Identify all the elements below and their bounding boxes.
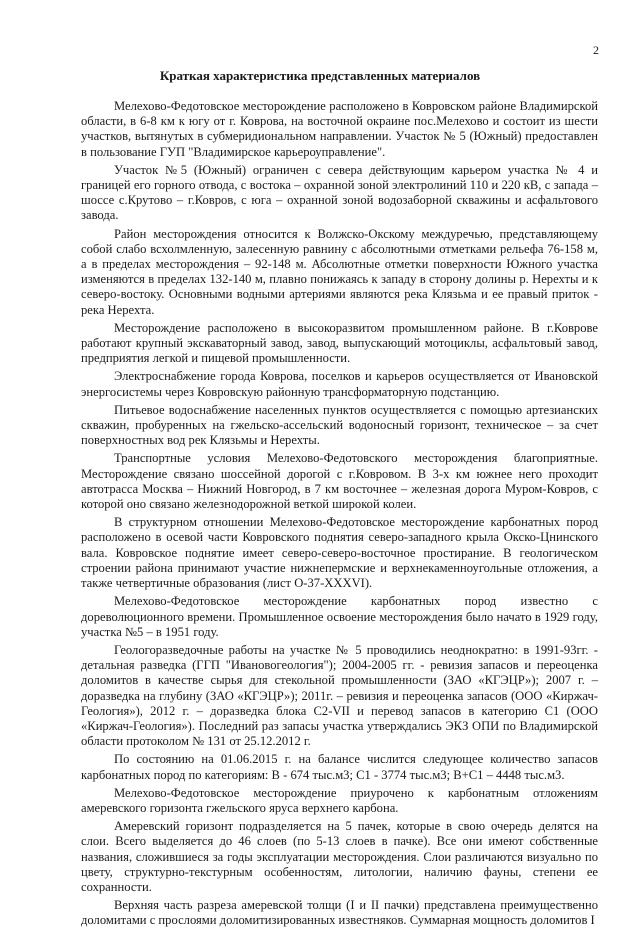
document-title: Краткая характеристика представленных материалов [159,68,481,83]
paragraph: Участок №5 (Южный) ограничен с севера действующим карьером участка № 4 и границей его горного отвода, с востока – охранной зоной электролиний 110 и 220 кВ, с запада – шоссе с.Крутово – г.Ковров, с юга – охранной зоной водозаборной скважины и асфальтового завода. [81,162,598,223]
paragraph: По состоянию на 01.06.2015 г. на балансе числится следующее количество запасов карбонатных пород по категориям: В - 674 тыс.м3; С1 - 3774 тыс.м3; В+С1 – 4448 тыс.м3. [81,752,598,782]
paragraph: Амеревский горизонт подразделяется на 5 пачек, которые в свою очередь делятся на слои. Всего выделяется до 46 слоев (по 5-13 слоев в пачке). Все они имеют собственные названия, сложившиеся за годы эксплуатации месторождения. Слои различаются визуально по цвету, структурно-текстурным особенностям, литологии, наличию фауны, степени ее сохранности. [81,819,598,894]
paragraph: Район месторождения относится к Волжско-Окскому междуречью, представляющему собой слабо всхолмленную, залесенную равнину с абсолютными отметками рельефа 76-158 м, а в пределах месторождения – 92-148 м. Абсолютные отметки поверхности Южного участка изменяются в пределах 132-140 м, плавно понижаясь к западу в сторону долины р. Нерехты и к северо-востоку. Основными водными артериями являются река Клязьма и ее правый приток - река Нерехта. [81,226,598,317]
paragraph: Геологоразведочные работы на участке № 5 проводились неоднократно: в 1991-93гг. - детальная разведка (ГГП "Ивановогеология"); 2004-2005 гг. - ревизия запасов и переоценка доломитов в качестве сырья для стекольной промышленности (ЗАО «КГЭЦР»); 2007 г. – доразведка на глубину (ЗАО «КГЭЦР»); 2011г. – ревизия и переоценка запасов (ООО «Киржач-Геология»), 2012 г. – доразведка блока С2-VII и перевод запасов в категорию С1 (ООО «Киржач-Геология»). Последний раз запасы участка утверждались ЭКЗ ОПИ по Владимирской области протоколом № 131 от 25.12.2012 г. [81,642,598,749]
paragraph: Электроснабжение города Коврова, поселков и карьеров осуществляется от Ивановской энергосистемы через Ковровскую районную трансформаторную подстанцию. [81,369,598,399]
paragraph: Питьевое водоснабжение населенных пунктов осуществляется с помощью артезианских скважин, пробуренных на гжельско-ассельский водоносный горизонт, техническое – за счет поверхностных вод рек Клязьмы и Нерехты. [81,402,598,448]
paragraph: Месторождение расположено в высокоразвитом промышленном районе. В г.Коврове работают крупный экскаваторный завод, завод, выпускающий мотоциклы, асфальтовый завод, предприятия легкой и пищевой промышленности. [81,320,598,366]
paragraph: Мелехово-Федотовское месторождение карбонатных пород известно с дореволюционного времени. Промышленное освоение месторождения было начато в 1929 году, участка №5 – в 1951 году. [81,594,598,639]
paragraph: Верхняя часть разреза амеревской толщи (I и II пачки) представлена преимущественно доломитами с прослоями доломитизированных известняков. Суммарная мощность доломитов I [81,898,598,928]
paragraph: В структурном отношении Мелехово-Федотовское месторождение карбонатных пород расположено в осевой части Ковровского поднятия северо-западного крыла Окско-Цнинского вала. Ковровское поднятие имеет северо-северо-восточное простирание. В геологическом строении района принимают участие нижнепермские и верхнекаменноугольные отложения, а также четвертичные образования (лист О-37-XXXVI). [81,515,598,591]
page-number: 2 [593,43,599,57]
paragraph: Транспортные условия Мелехово-Федотовского месторождения благоприятные. Месторождение связано шоссейной дорогой с г.Ковровом. В 3-х км южнее него проходит автотрасса Москва – Нижний Новгород, в 7 км восточнее – железная дорога Муром-Ковров, с которой оно связано железнодорожной веткой широкой колеи. [81,451,598,512]
paragraph: Мелехово-Федотовское месторождение приурочено к карбонатным отложениям амеревского горизонта гжельского яруса верхнего карбона. [81,785,598,815]
paragraph: Мелехово-Федотовское месторождение расположено в Ковровском районе Владимирской области, в 6-8 км к югу от г. Коврова, на восточной окраине пос.Мелехово и состоит из шести участков, вытянутых в субмеридиональном направлении. Участок № 5 (Южный) предоставлен в пользование ГУП "Владимирское карьероуправление". [81,99,598,159]
document-body [81,99,598,932]
